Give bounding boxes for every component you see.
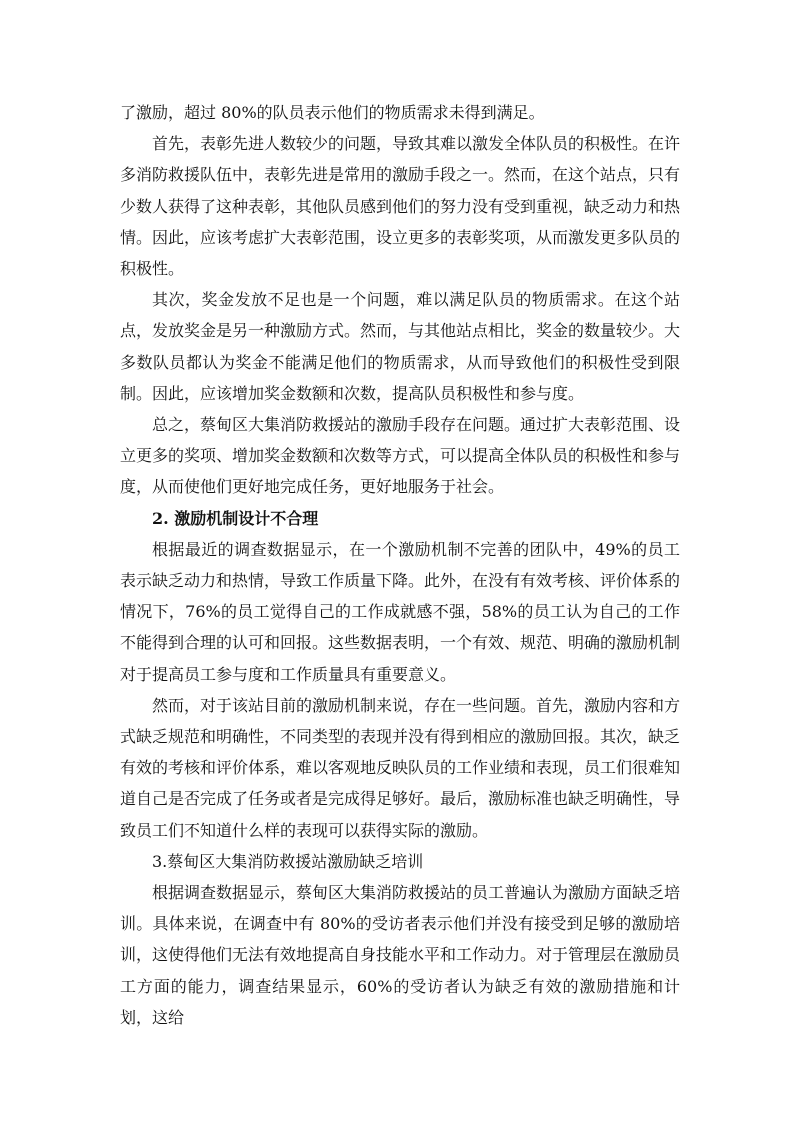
paragraph-summary: 总之，蔡甸区大集消防救援站的激励手段存在问题。通过扩大表彰范围、设立更多的奖项、增加奖金数额和次数等方式，可以提高全体队员的积极性和参与度，从而使他们更好地完成任务，更好地服务于社会。 bbox=[120, 415, 681, 497]
paragraph-training-survey: 根据调查数据显示，蔡甸区大集消防救援站的员工普遍认为激励方面缺乏培训。具体来说，在调查中有 80%的受访者表示他们并没有接受到足够的激励培训，这使得他们无法有效地提高自身技能水平和工作动力。对于管理层在激励员工方面的能力，调查结果显示，60%的受访者认为缺乏有效的激励措施和计划，这给 bbox=[120, 883, 681, 1027]
paragraph-bonus: 其次，奖金发放不足也是一个问题，难以满足队员的物质需求。在这个站点，发放奖金是另一种激励方式。然而，与其他站点相比，奖金的数量较少。大多数队员都认为奖金不能满足他们的物质需求，从而导致他们的积极性受到限制。因此，应该增加奖金数额和次数，提高队员积极性和参与度。 bbox=[120, 290, 681, 403]
paragraph-continuation: 了激励，超过 80%的队员表示他们的物质需求未得到满足。 bbox=[120, 103, 545, 122]
section-heading-training: 3.蔡甸区大集消防救援站激励缺乏培训 bbox=[152, 851, 424, 871]
paragraph-commendation: 首先，表彰先进人数较少的问题，导致其难以激发全体队员的积极性。在许多消防救援队伍中，表彰先进是常用的激励手段之一。然而，在这个站点，只有少数人获得了这种表彰，其他队员感到他们的努力没有受到重视，缺乏动力和热情。因此，应该考虑扩大表彰范围，设立更多的表彰奖项，从而激发更多队员的积极性。 bbox=[120, 134, 681, 279]
paragraph-survey-data: 根据最近的调查数据显示，在一个激励机制不完善的团队中，49%的员工表示缺乏动力和热情，导致工作质量下降。此外，在没有有效考核、评价体系的情况下，76%的员工觉得自己的工作成就感不强，58%的员工认为自己的工作不能得到合理的认可和回报。这些数据表明，一个有效、规范、明确的激励机制对于提高员工参与度和工作质量具有重要意义。 bbox=[120, 539, 681, 684]
paragraph-mechanism-problems: 然而，对于该站目前的激励机制来说，存在一些问题。首先，激励内容和方式缺乏规范和明确性，不同类型的表现并没有得到相应的激励回报。其次，缺乏有效的考核和评价体系，难以客观地反映队员的工作业绩和表现，员工们很难知道自己是否完成了任务或者是完成得足够好。最后，激励标准也缺乏明确性，导致员工们不知道什么样的表现可以获得实际的激励。 bbox=[120, 695, 681, 840]
section-heading-mechanism: 2. 激励机制设计不合理 bbox=[152, 508, 319, 528]
document-body bbox=[120, 97, 680, 1033]
